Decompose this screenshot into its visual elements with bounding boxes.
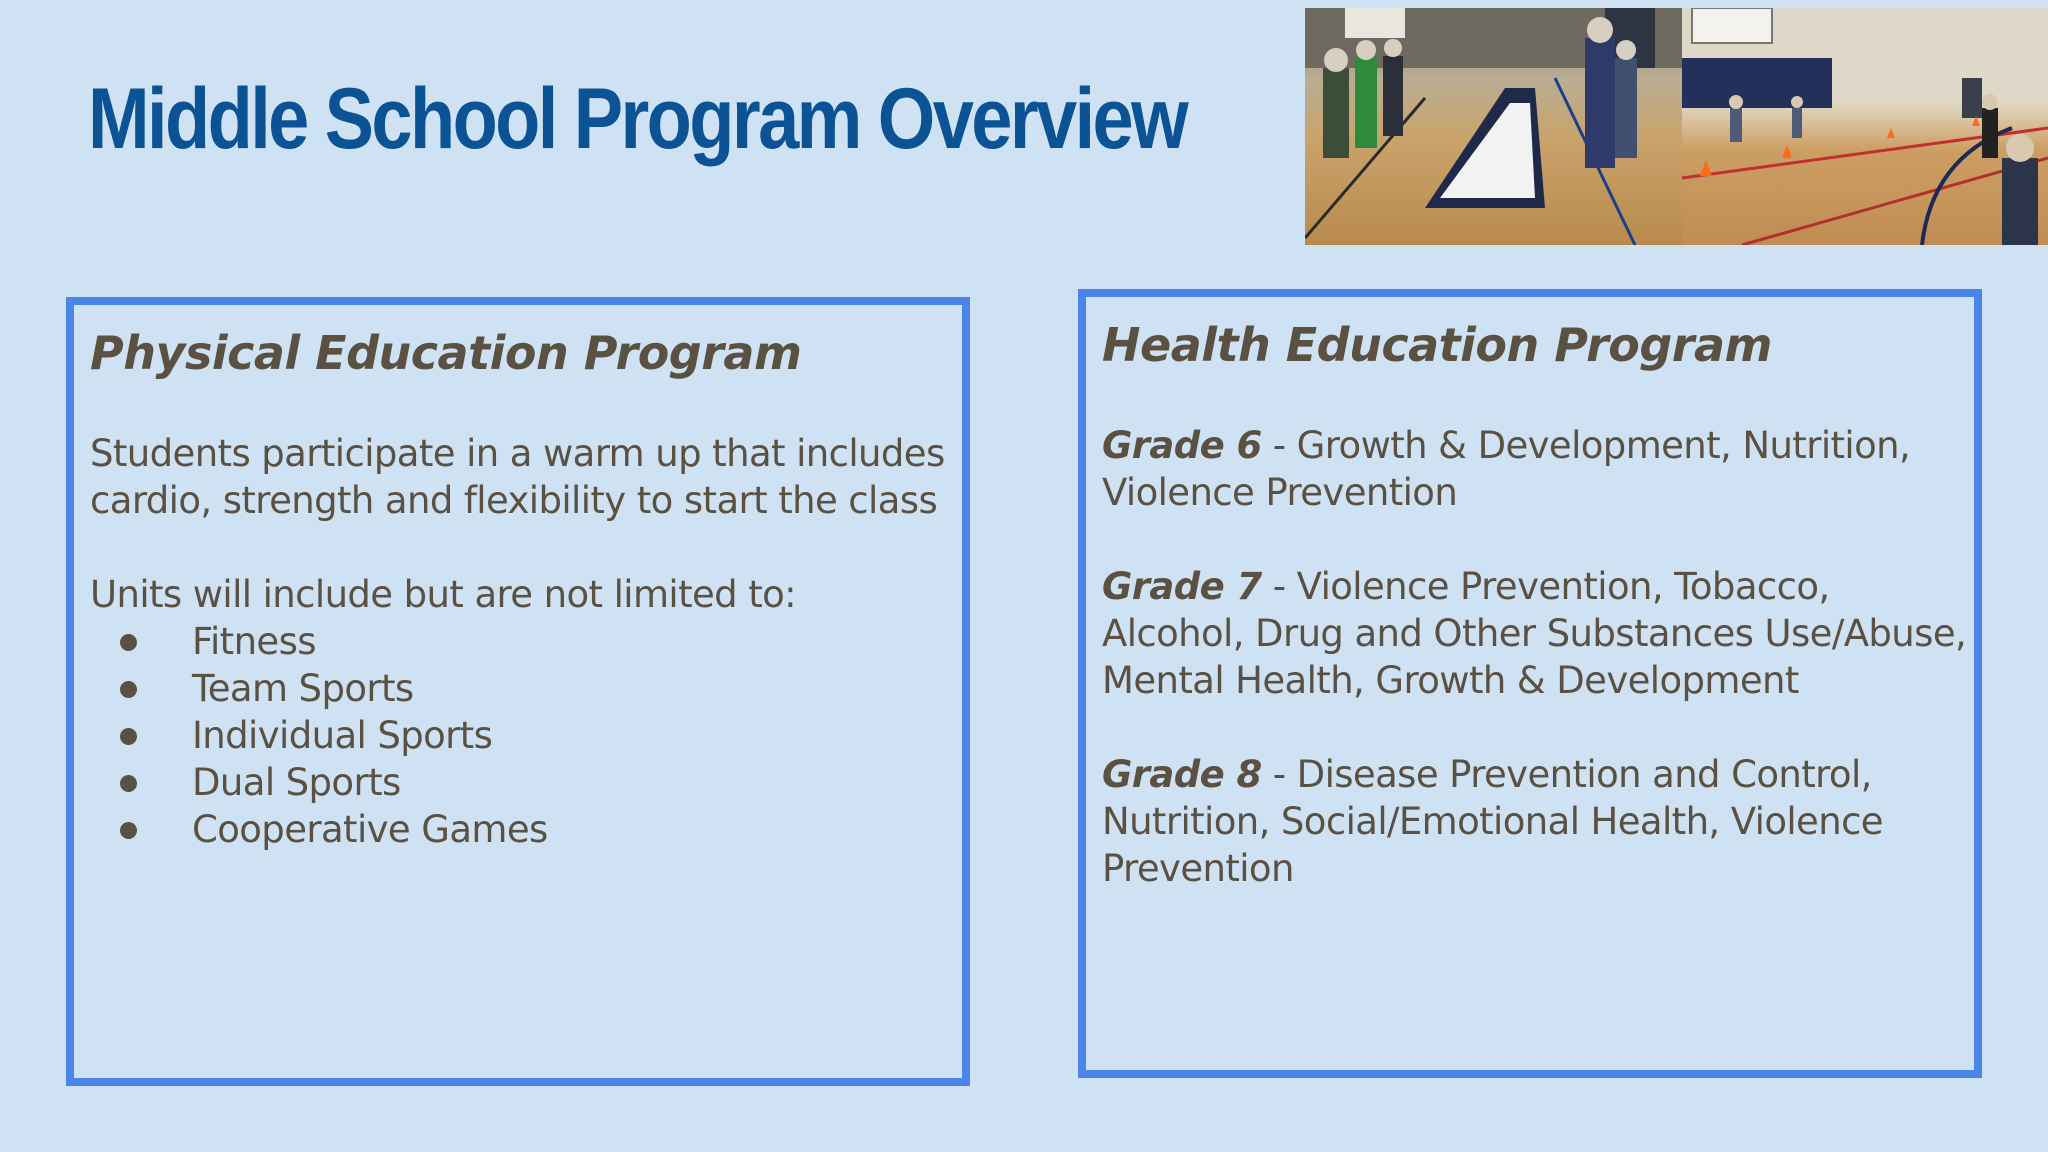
list-item <box>90 759 962 806</box>
grade-label: Grade 7 <box>1102 565 1262 608</box>
units-intro: Units will include but are not limited to: <box>90 573 797 616</box>
bullet-icon <box>120 728 137 745</box>
unit-label: Dual Sports <box>192 761 401 804</box>
grade-separator: - <box>1261 424 1297 467</box>
grade-topics: Disease Prevention and Control, Nutrition, Social/Emotional Health, Violence Prevention <box>1102 753 1883 890</box>
physical-education-heading: Physical Education Program <box>90 326 802 380</box>
units-list <box>90 618 962 853</box>
unit-label: Cooperative Games <box>192 808 548 851</box>
warm-up-description: Students participate in a warm up that includes cardio, strength and flexibility to start the class <box>90 432 945 522</box>
grade-topics: Violence Prevention, Tobacco, Alcohol, Drug and Other Substances Use/Abuse, Mental Health, Growth & Development <box>1102 565 1967 702</box>
health-education-heading: Health Education Program <box>1102 318 1772 372</box>
grade-7-topics <box>1102 563 1974 704</box>
grade-8-topics <box>1102 751 1974 892</box>
bullet-icon <box>120 681 137 698</box>
list-item <box>90 618 962 665</box>
physical-education-panel <box>66 297 970 1086</box>
header-photos <box>1305 8 2048 245</box>
grade-label: Grade 8 <box>1102 753 1262 796</box>
unit-label: Individual Sports <box>192 714 493 757</box>
grade-label: Grade 6 <box>1102 424 1262 467</box>
grade-topics: Growth & Development, Nutrition, Violence Prevention <box>1102 424 1911 514</box>
grade-6-topics <box>1102 422 1974 516</box>
bullet-icon <box>120 822 137 839</box>
unit-label: Team Sports <box>192 667 414 710</box>
students-in-gym-with-cones-photo <box>1682 8 2048 245</box>
list-item <box>90 665 962 712</box>
list-item <box>90 806 962 853</box>
list-item <box>90 712 962 759</box>
slide-title: Middle School Program Overview <box>88 71 1187 167</box>
bullet-icon <box>120 634 137 651</box>
health-education-panel <box>1078 289 1982 1078</box>
students-exercising-on-mats-photo <box>1305 8 1682 245</box>
bullet-icon <box>120 775 137 792</box>
unit-label: Fitness <box>192 620 316 663</box>
grade-separator: - <box>1261 565 1297 608</box>
grade-separator: - <box>1261 753 1297 796</box>
